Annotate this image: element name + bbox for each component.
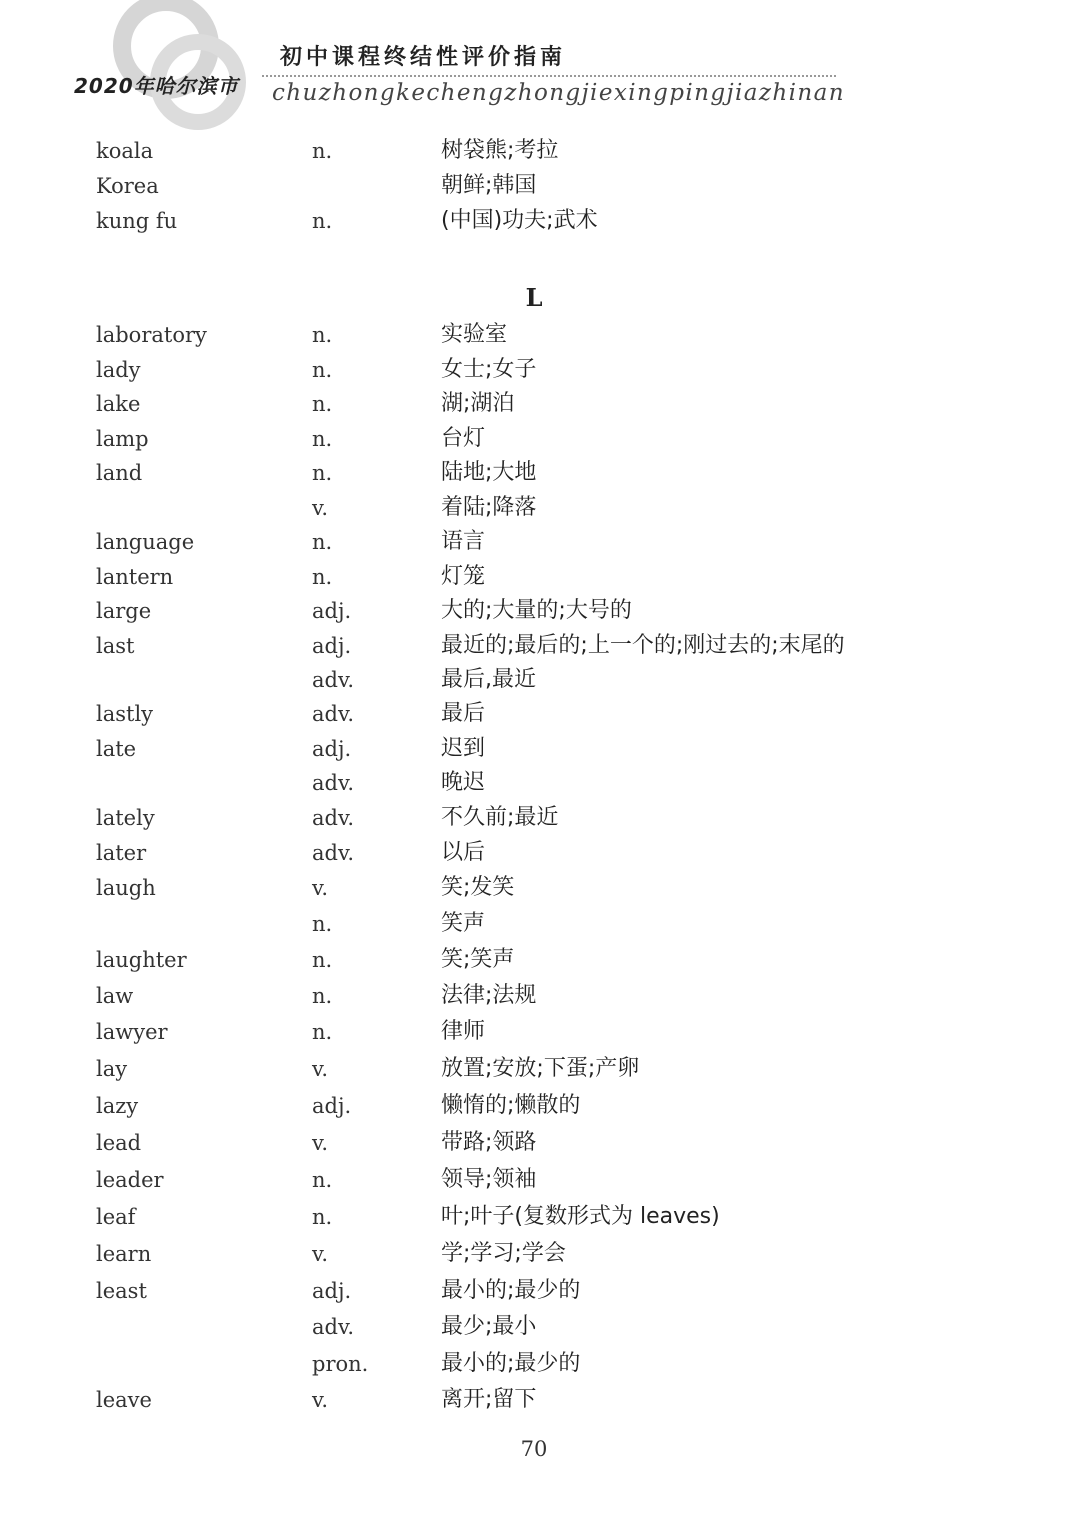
vocab-pos: n. [312,323,333,347]
vocab-row [0,594,1080,628]
vocab-meaning: 最后 [441,701,486,726]
page-header [0,0,1080,125]
vocab-pos: n. [312,461,333,485]
vocab-row [0,1310,1080,1344]
vocab-row [0,1052,1080,1086]
vocab-meaning: 笑;发笑 [441,875,515,900]
vocab-row [0,1163,1080,1197]
vocab-row [0,1015,1080,1049]
vocab-meaning: 领导;领袖 [441,1167,537,1192]
vocab-word: lay [96,1057,128,1081]
vocab-meaning: 台灯 [441,426,486,451]
vocab-meaning: 树袋熊;考拉 [441,138,559,163]
vocab-row [0,491,1080,525]
vocab-pos: v. [312,1057,329,1081]
vocab-meaning: 晚迟 [441,770,486,795]
vocab-pos: adj. [312,634,352,658]
vocab-pos: n. [312,565,333,589]
pinyin-subtitle: chuzhongkechengzhongjiexingpingjiazhinan [272,80,845,106]
vocab-row [0,353,1080,387]
vocab-meaning: 语言 [441,529,486,554]
vocab-meaning: 最少;最小 [441,1314,537,1339]
vocab-meaning: 以后 [441,840,486,865]
vocab-meaning: 带路;领路 [441,1130,537,1155]
vocab-meaning: 律师 [441,1019,486,1044]
vocab-pos: pron. [312,1352,369,1376]
vocab-word: laboratory [96,323,207,347]
vocab-word: learn [96,1242,152,1266]
vocab-pos: n. [312,209,333,233]
vocab-word: lastly [96,702,154,726]
vocab-row [0,1237,1080,1271]
vocab-pos: v. [312,1131,329,1155]
vocab-row [0,525,1080,559]
vocab-meaning: 懒惰的;懒散的 [441,1093,581,1118]
vocab-pos: v. [312,496,329,520]
vocab-word: lady [96,358,141,382]
vocab-meaning: 叶;叶子(复数形式为 leaves) [441,1204,720,1229]
header-divider [262,75,836,77]
vocab-meaning: 湖;湖泊 [441,391,515,416]
vocab-row [0,1126,1080,1160]
vocab-pos: n. [312,984,333,1008]
vocab-word: lazy [96,1094,139,1118]
vocab-row [0,663,1080,697]
vocab-row [0,204,1080,238]
vocab-row [0,871,1080,905]
vocab-word: late [96,737,137,761]
vocab-pos: n. [312,1205,333,1229]
vocab-word: lantern [96,565,174,589]
vocab-pos: n. [312,530,333,554]
vocab-word: least [96,1279,147,1303]
vocab-word: Korea [96,174,159,198]
vocab-pos: n. [312,1020,333,1044]
vocab-word: lead [96,1131,142,1155]
vocab-word: later [96,841,147,865]
vocab-row [0,907,1080,941]
vocab-row [0,318,1080,352]
vocab-pos: n. [312,139,333,163]
vocab-word: lawyer [96,1020,168,1044]
vocab-word: large [96,599,152,623]
vocab-meaning: 不久前;最近 [441,805,559,830]
vocab-word: leave [96,1388,152,1412]
vocab-pos: adv. [312,806,355,830]
vocab-word: last [96,634,135,658]
vocab-pos: adj. [312,737,352,761]
vocab-row [0,801,1080,835]
vocab-row [0,422,1080,456]
vocab-meaning: 最后,最近 [441,667,536,692]
vocab-row [0,1089,1080,1123]
vocab-row [0,1383,1080,1417]
vocab-pos: n. [312,912,333,936]
vocab-pos: adv. [312,668,355,692]
vocab-row [0,1200,1080,1234]
vocab-word: leader [96,1168,164,1192]
vocab-meaning: 着陆;降落 [441,495,537,520]
vocab-word: koala [96,139,154,163]
vocab-row [0,1347,1080,1381]
vocab-word: laughter [96,948,187,972]
vocab-pos: v. [312,1242,329,1266]
vocab-pos: adj. [312,1094,352,1118]
vocab-pos: v. [312,1388,329,1412]
vocab-word: lately [96,806,155,830]
vocab-pos: n. [312,427,333,451]
vocab-word: law [96,984,134,1008]
vocab-pos: adv. [312,841,355,865]
vocab-meaning: 陆地;大地 [441,460,537,485]
vocab-meaning: 大的;大量的;大号的 [441,598,632,623]
vocab-row [0,697,1080,731]
vocab-word: kung fu [96,209,178,233]
vocab-meaning: (中国)功夫;武术 [441,208,598,233]
vocab-row [0,560,1080,594]
vocab-row [0,134,1080,168]
vocab-meaning: 学;学习;学会 [441,1241,566,1266]
vocab-pos: n. [312,948,333,972]
vocab-meaning: 离开;留下 [441,1387,537,1412]
vocab-row [0,629,1080,663]
vocab-meaning: 女士;女子 [441,357,537,382]
vocab-row [0,456,1080,490]
vocab-meaning: 迟到 [441,736,486,761]
year-city-title: 2020年哈尔滨市 [74,74,239,98]
vocab-word: land [96,461,143,485]
vocab-meaning: 灯笼 [441,564,486,589]
vocab-word: laugh [96,876,156,900]
vocab-meaning: 实验室 [441,322,508,347]
vocab-pos: adj. [312,1279,352,1303]
vocab-row [0,732,1080,766]
page-number: 70 [520,1437,548,1461]
vocab-pos: n. [312,1168,333,1192]
vocab-word: lamp [96,427,149,451]
vocab-meaning: 朝鲜;韩国 [441,173,537,198]
vocab-meaning: 最小的;最少的 [441,1278,581,1303]
vocab-pos: v. [312,876,329,900]
vocab-meaning: 最小的;最少的 [441,1351,581,1376]
vocab-word: language [96,530,195,554]
vocab-row [0,169,1080,203]
vocab-pos: adj. [312,599,352,623]
vocab-pos: adv. [312,1315,355,1339]
vocab-meaning: 放置;安放;下蛋;产卵 [441,1056,640,1081]
vocab-row [0,836,1080,870]
section-letter-heading: L [525,283,543,312]
vocab-meaning: 法律;法规 [441,983,537,1008]
vocab-meaning: 笑声 [441,911,486,936]
vocab-pos: adv. [312,771,355,795]
vocab-row [0,979,1080,1013]
series-title: 初中课程终结性评价指南 [280,45,567,70]
vocab-pos: n. [312,358,333,382]
vocab-pos: adv. [312,702,355,726]
vocab-word: lake [96,392,141,416]
vocab-row [0,1274,1080,1308]
vocab-row [0,943,1080,977]
vocab-row [0,766,1080,800]
vocab-meaning: 最近的;最后的;上一个的;刚过去的;末尾的 [441,633,845,658]
vocab-row [0,387,1080,421]
vocab-word: leaf [96,1205,136,1229]
vocab-meaning: 笑;笑声 [441,947,515,972]
vocab-pos: n. [312,392,333,416]
